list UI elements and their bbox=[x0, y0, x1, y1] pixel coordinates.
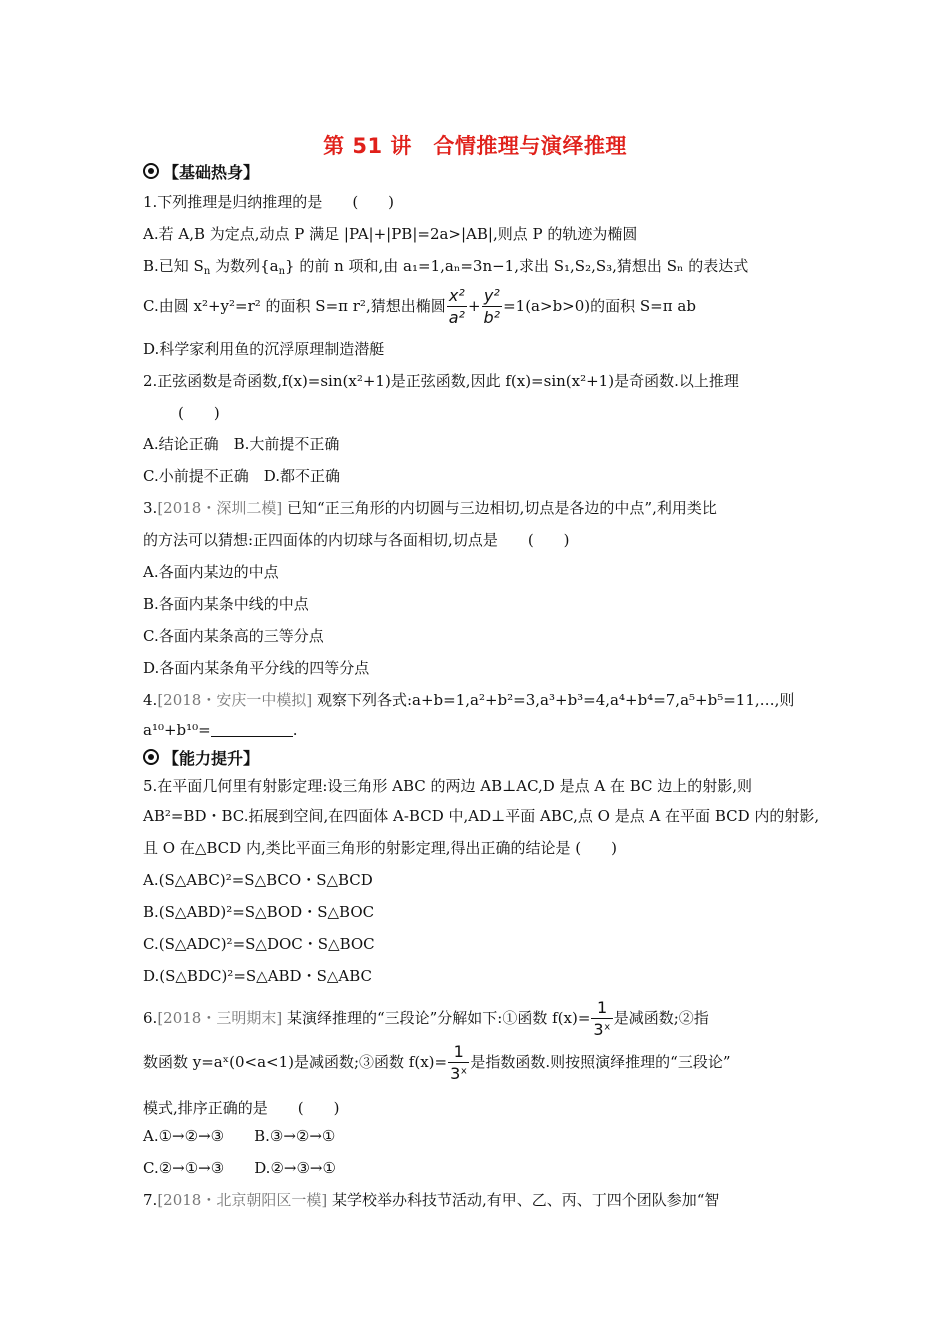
bullseye-icon bbox=[143, 163, 159, 179]
q6-stem-line3: 模式,排序正确的是 ( ) bbox=[143, 1099, 340, 1117]
q4-stem-line2: a¹⁰+b¹⁰= . bbox=[143, 721, 298, 739]
q5-stem-line3: 且 O 在△BCD 内,类比平面三角形的射影定理,得出正确的结论是 ( ) bbox=[143, 839, 617, 857]
q2-stem: 2.正弦函数是奇函数,f(x)=sin(x²+1)是正弦函数,因此 f(x)=sin(x²+1)是奇函数.以上推理 bbox=[143, 372, 739, 390]
q5-stem-line2: AB²=BD・BC.拓展到空间,在四面体 A-BCD 中,AD⊥平面 ABC,点 O 是点 A 在平面 BCD 内的射影, bbox=[143, 807, 820, 825]
section-ability bbox=[143, 746, 259, 769]
fraction-1-over-3x: $\frac{1}{\text{3ˣ}}$ bbox=[450, 1041, 468, 1083]
answer-blank[interactable] bbox=[211, 722, 293, 737]
q6-stem-line1: 6.[2018・三明期末] 某演绎推理的“三段论”分解如下:①函数 f(x)= $\frac{1}{\text{3ˣ}}$ 是减函数;②指 bbox=[143, 997, 709, 1039]
section-ability-label: 【能力提升】 bbox=[163, 749, 260, 768]
q5-option-c: C.(S△ADC)²=S△DOC・S△BOC bbox=[143, 935, 375, 953]
q4-source: [2018・安庆一中模拟] bbox=[157, 691, 313, 709]
q3-option-d: D.各面内某条角平分线的四等分点 bbox=[143, 659, 370, 677]
q6-options-ab: A.①→②→③ B.③→②→① bbox=[143, 1127, 336, 1145]
q7-stem: 7.[2018・北京朝阳区一模] 某学校举办科技节活动,有甲、乙、丙、丁四个团队参加“智 bbox=[143, 1191, 720, 1209]
bullseye-icon bbox=[143, 749, 159, 765]
q3-option-c: C.各面内某条高的三等分点 bbox=[143, 627, 324, 645]
q2-options-ab: A.结论正确 B.大前提不正确 bbox=[143, 435, 340, 453]
q3-option-b: B.各面内某条中线的中点 bbox=[143, 595, 309, 613]
section-basic bbox=[143, 160, 259, 183]
q1-option-c: C.由圆 x²+y²=r² 的面积 S=π r²,猜想出椭圆 $\frac{\text{x²}}{\text{a²}}$ + $\frac{\text{y²}}{\text{b²}}$ =1(a>b>0)的面积 S=π ab bbox=[143, 285, 696, 327]
q6-source: [2018・三明期末] bbox=[157, 1009, 283, 1027]
q4-stem-line1: 4.[2018・安庆一中模拟] 观察下列各式:a+b=1,a²+b²=3,a³+b³=4,a⁴+b⁴=7,a⁵+b⁵=11,…,则 bbox=[143, 691, 795, 709]
q1-option-a: A.若 A,B 为定点,动点 P 满足 |PA|+|PB|=2a>|AB|,则点 P 的轨迹为椭圆 bbox=[143, 225, 638, 243]
q3-stem-line1: 3.[2018・深圳二模] 已知“正三角形的内切圆与三边相切,切点是各边的中点”,利用类比 bbox=[143, 499, 717, 517]
q1-c-pre: C.由圆 x²+y²=r² 的面积 S=π r²,猜想出椭圆 bbox=[143, 297, 446, 315]
q5-stem-line1: 5.在平面几何里有射影定理:设三角形 ABC 的两边 AB⊥AC,D 是点 A 在 BC 边上的射影,则 bbox=[143, 777, 753, 795]
q1-option-d: D.科学家利用鱼的沉浮原理制造潜艇 bbox=[143, 340, 385, 358]
section-basic-label: 【基础热身】 bbox=[163, 163, 260, 182]
page-title: 第 51 讲 合情推理与演绎推理 bbox=[323, 134, 627, 158]
q6-stem-line2: 数函数 y=aˣ(0<a<1)是减函数;③函数 f(x)= $\frac{1}{\text{3ˣ}}$ 是指数函数.则按照演绎推理的“三段论” bbox=[143, 1041, 731, 1083]
fraction-y2-b2: $\frac{\text{y²}}{\text{b²}}$ bbox=[483, 285, 501, 327]
q1-c-post: =1(a>b>0)的面积 S=π ab bbox=[503, 297, 696, 315]
q1-option-b: B.已知 $S_n$ 为数列$\{a_n\}$ 的前 n 项和,由 a₁=1,aₙ=3n−1,求出 S₁,S₂,S₃,猜想出 Sₙ 的表达式 bbox=[143, 257, 749, 277]
q7-source: [2018・北京朝阳区一模] bbox=[157, 1191, 328, 1209]
q3-option-a: A.各面内某边的中点 bbox=[143, 563, 279, 581]
q2-paren: ( ) bbox=[178, 404, 220, 422]
q2-options-cd: C.小前提不正确 D.都不正确 bbox=[143, 467, 340, 485]
q5-option-d: D.(S△BDC)²=S△ABD・S△ABC bbox=[143, 967, 372, 985]
q3-stem-line2: 的方法可以猜想:正四面体的内切球与各面相切,切点是 ( ) bbox=[143, 531, 570, 549]
fraction-1-over-3x: $\frac{1}{\text{3ˣ}}$ bbox=[593, 997, 611, 1039]
q5-option-b: B.(S△ABD)²=S△BOD・S△BOC bbox=[143, 903, 375, 921]
q3-source: [2018・深圳二模] bbox=[157, 499, 283, 517]
q6-options-cd: C.②→①→③ D.②→③→① bbox=[143, 1159, 336, 1177]
q5-option-a: A.(S△ABC)²=S△BCO・S△BCD bbox=[143, 871, 373, 889]
fraction-x2-a2: $\frac{\text{x²}}{\text{a²}}$ bbox=[448, 285, 465, 327]
q1-stem: 1.下列推理是归纳推理的是 ( ) bbox=[143, 193, 395, 211]
